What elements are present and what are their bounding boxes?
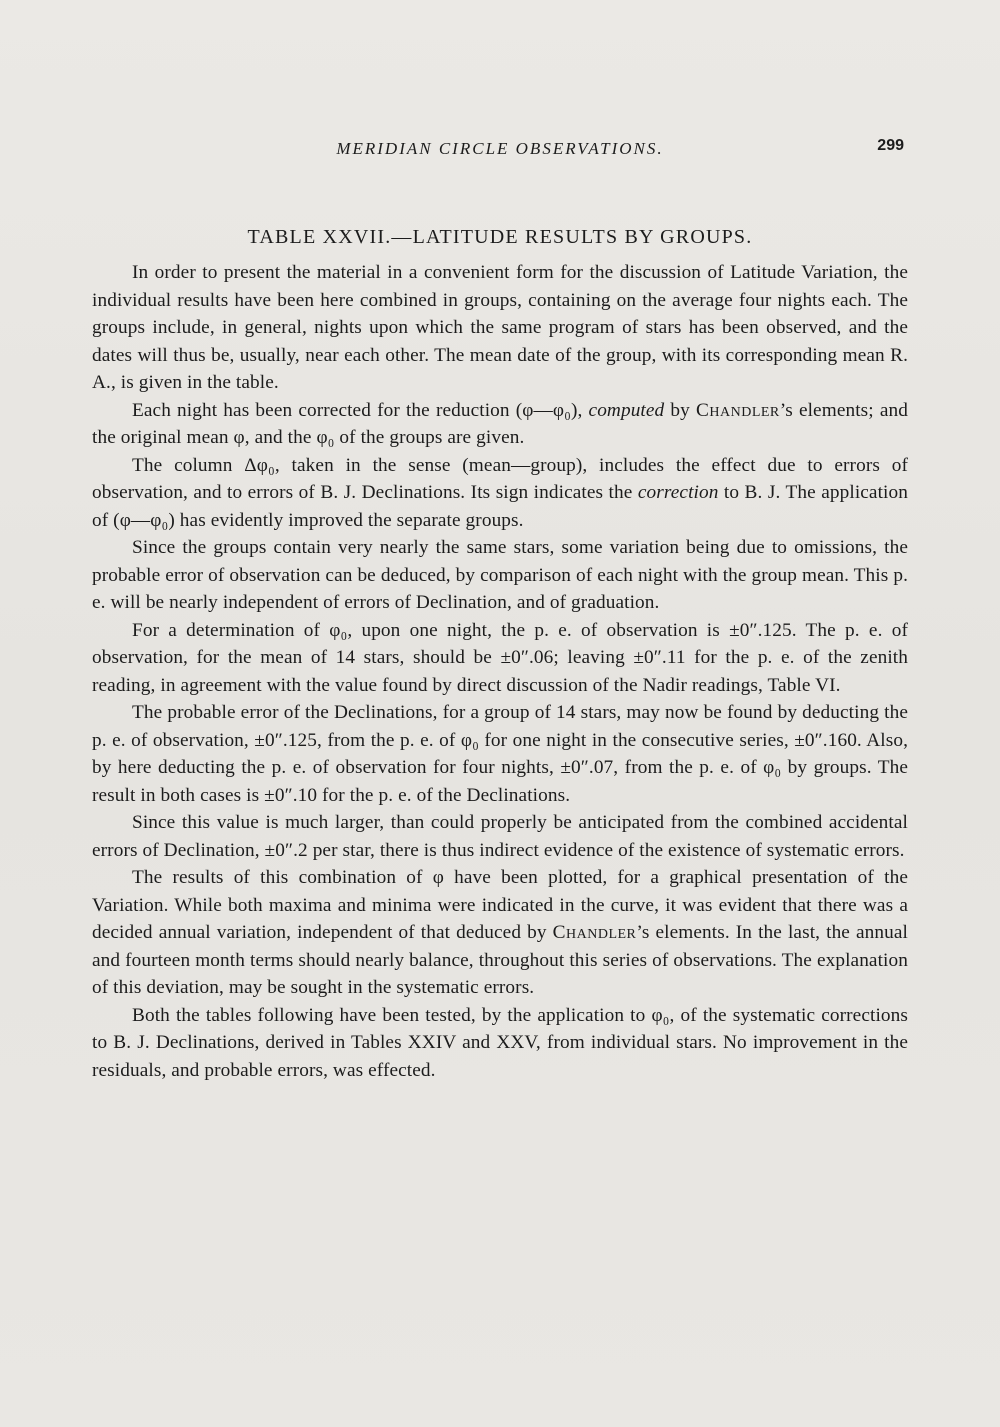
paragraph-7: Since this value is much larger, than could properly be anticipated from the combined accidental errors of Declination, ±0″.2 per star, there is thus indirect evidence of the existence of systematic errors.	[92, 812, 908, 861]
paragraph-2: Each night has been corrected for the reduction (φ—φ₀), computed by Chandler’s elements; and the original mean φ, and the φ₀ of the groups are given.	[92, 399, 908, 448]
page-number: 299	[877, 137, 904, 154]
running-title: MERIDIAN CIRCLE OBSERVATIONS.	[336, 139, 664, 158]
paragraph-9: Both the tables following have been tested, by the application to φ₀, of the systematic corrections to B. J. Declinations, derived in Tables XXIV and XXV, from individual stars. No improvement in the residuals, and probable errors, was effected.	[92, 1004, 908, 1081]
paragraph-6: The probable error of the Declinations, for a group of 14 stars, may now be found by deducting the p. e. of observation, ±0″.125, from the p. e. of φ₀ for one night in the consecutive series, ±0″.160. Also, by here deducting the p. e. of observation for four nights, ±0″.07, from the p. e. of φ₀ by groups. The result in both cases is ±0″.10 for the p. e. of the Declinations.	[92, 702, 908, 806]
running-head	[0, 139, 1000, 163]
paragraph-3: The column Δφ₀, taken in the sense (mean—group), includes the effect due to errors of observation, and to errors of B. J. Declinations. Its sign indicates the correction to B. J. The application of (φ—φ₀) has evidently improved the separate groups.	[92, 454, 908, 531]
paragraph-8: The results of this combination of φ have been plotted, for a graphical presentation of the Variation. While both maxima and minima were indicated in the curve, it was evident that there was a decided annual variation, independent of that deduced by Chandler’s elements. In the last, the annual and fourteen month terms should nearly balance, throughout this series of observations. The explanation of this deviation, may be sought in the systematic errors.	[92, 867, 908, 998]
paragraph-4: Since the groups contain very nearly the same stars, some variation being due to omissions, the probable error of observation can be deduced, by comparison of each night with the group mean. This p. e. will be nearly independent of errors of Declination, and of graduation.	[92, 537, 908, 613]
paragraph-1: In order to present the material in a convenient form for the discussion of Latitude Variation, the individual results have been here combined in groups, containing on the average four nights each. The groups include, in general, nights upon which the same program of stars has been observed, and the dates will thus be, usually, near each other. The mean date of the group, with its corresponding mean R. A., is given in the table.	[92, 262, 908, 393]
body-text	[92, 259, 908, 1084]
author-name: Chandler	[552, 922, 637, 943]
author-name: Chandler	[696, 399, 780, 421]
paragraph-5: For a determination of φ₀, upon one night, the p. e. of observation is ±0″.125. The p. e. of observation, for the mean of 14 stars, should be ±0″.06; leaving ±0″.11 for the p. e. of the zenith reading, in agreement with the value found by direct discussion of the Nadir readings, Table VI.	[92, 619, 908, 696]
table-heading: TABLE XXVII.—LATITUDE RESULTS BY GROUPS.	[247, 226, 753, 248]
